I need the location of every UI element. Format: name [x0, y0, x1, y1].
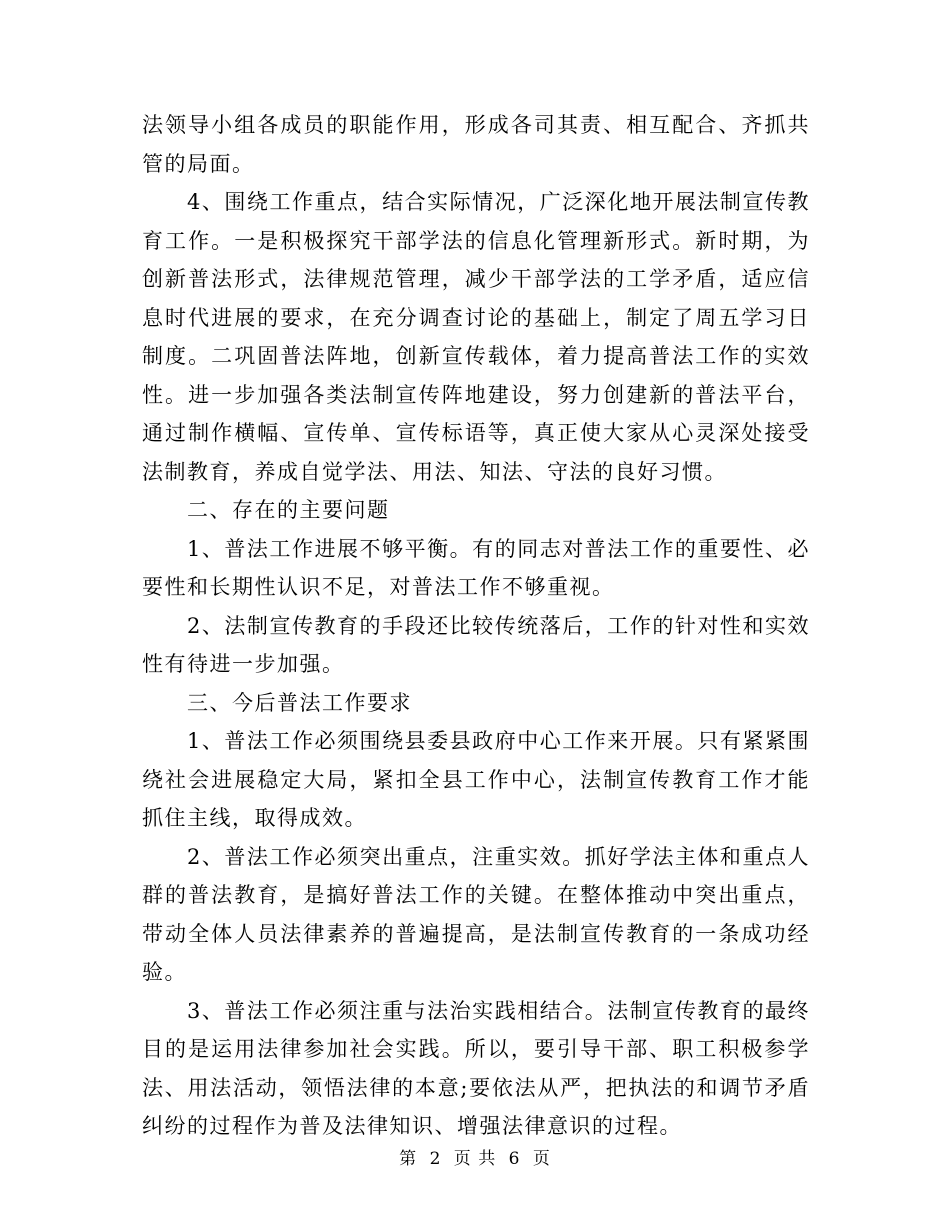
paragraph-problem-1: 1、普法工作进展不够平衡。有的同志对普法工作的重要性、必要性和长期性认识不足，对普法工作不够重视。 [142, 536, 810, 599]
total-pages-number: 6 [508, 1149, 521, 1169]
current-page-number: 2 [429, 1149, 442, 1169]
page-footer [0, 1147, 950, 1171]
document-body [142, 106, 810, 1146]
paragraph-2: 4、围绕工作重点，结合实际情况，广泛深化地开展法制宣传教育工作。一是积极探究干部学法的信息化管理新形式。新时期，为创新普法形式，法律规范管理，减少干部学法的工学矛盾，适应信息时代进展的要求，在充分调查讨论的基础上，制定了周五学习日制度。二巩固普法阵地，创新宣传载体，着力提高普法工作的实效性。进一步加强各类法制宣传阵地建设，努力创建新的普法平台，通过制作横幅、宣传单、宣传标语等，真正使大家从心灵深处接受法制教育，养成自觉学法、用法、知法、守法的良好习惯。 [142, 190, 810, 484]
paragraph-requirement-2: 2、普法工作必须突出重点，注重实效。抓好学法主体和重点人群的普法教育，是搞好普法工作的关键。在整体推动中突出重点，带动全体人员法律素养的普遍提高，是法制宣传教育的一条成功经验。 [142, 844, 810, 984]
paragraph-requirement-3: 3、普法工作必须注重与法治实践相结合。法制宣传教育的最终目的是运用法律参加社会实践。所以，要引导干部、职工积极参学法、用法活动，领悟法律的本意;要依法从严，把执法的和调节矛盾纠纷的过程作为普及法律知识、增强法律意识的过程。 [142, 998, 810, 1138]
footer-middle: 页 共 [453, 1149, 497, 1169]
paragraph-1: 法领导小组各成员的职能作用，形成各司其责、相互配合、齐抓共管的局面。 [142, 113, 810, 176]
footer-suffix: 页 [532, 1149, 551, 1169]
paragraph-requirement-1: 1、普法工作必须围绕县委县政府中心工作来开展。只有紧紧围绕社会进展稳定大局，紧扣全县工作中心，法制宣传教育工作才能抓住主线，取得成效。 [142, 729, 810, 830]
footer-prefix: 第 [399, 1149, 418, 1169]
section-heading-problems: 二、存在的主要问题 [187, 498, 390, 522]
paragraph-problem-2: 2、法制宣传教育的手段还比较传统落后，工作的针对性和实效性有待进一步加强。 [142, 613, 810, 676]
section-heading-requirements: 三、今后普法工作要求 [187, 690, 412, 715]
